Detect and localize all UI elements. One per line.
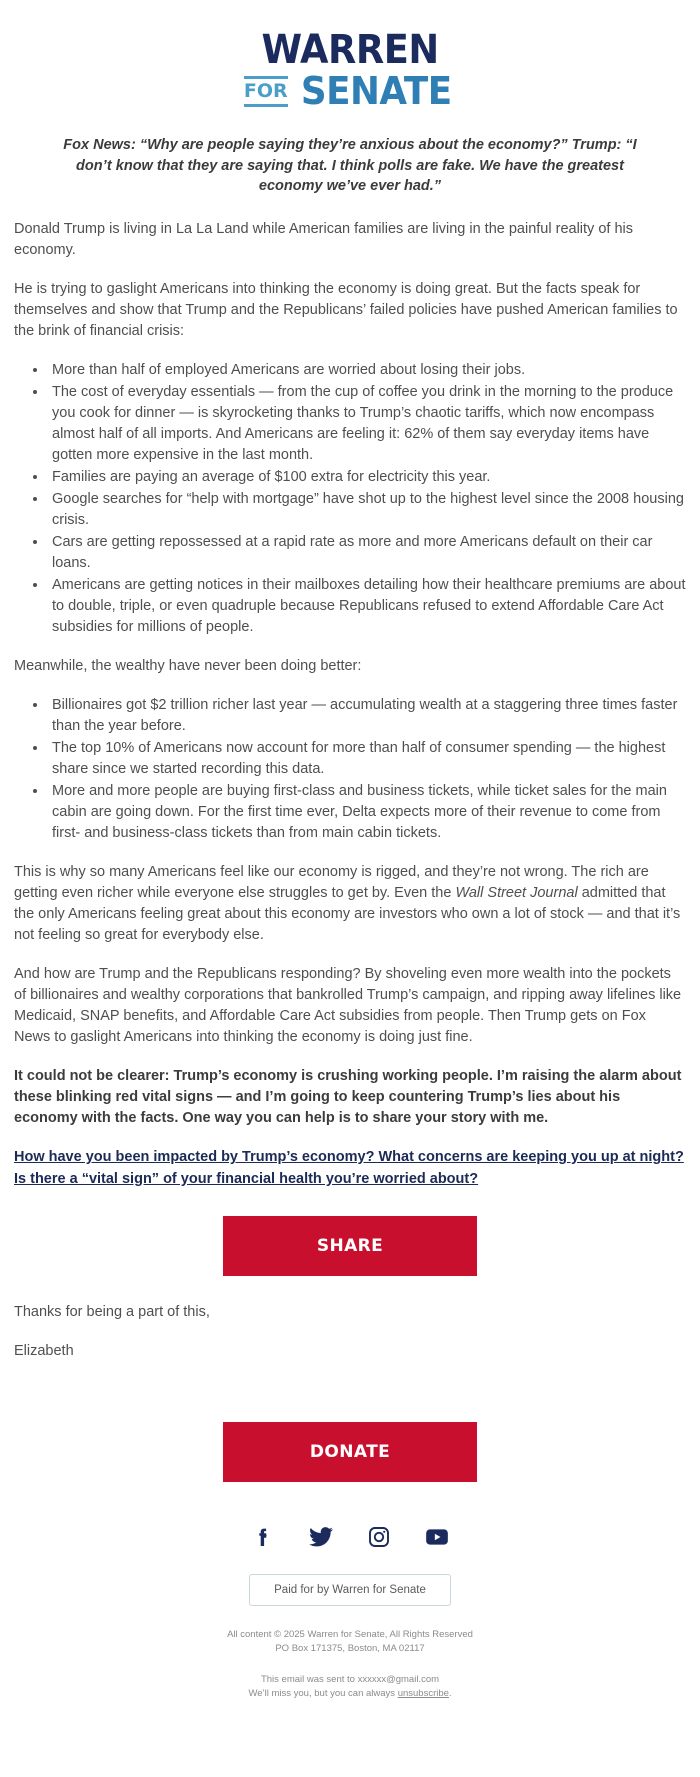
copyright-text: All content © 2025 Warren for Senate, All Rights Reserved xyxy=(227,1629,473,1641)
list-item: • More and more people are buying first-class and business tickets, while ticket sales for the main cabin are going down. For the first time ever, Delta expects more of their revenue to come from first- and business-class tickets than from main cabin tickets. xyxy=(48,781,686,844)
logo-senate-text: SENATE xyxy=(300,69,452,113)
email-header xyxy=(0,0,700,119)
donate-button[interactable]: DONATE xyxy=(223,1422,477,1482)
list-item: • Cars are getting repossessed at a rapid rate as more and more Americans default on their car loans. xyxy=(48,532,686,574)
social-links-row xyxy=(14,1522,686,1552)
share-cta-row xyxy=(14,1216,686,1276)
facebook-icon[interactable] xyxy=(248,1522,278,1552)
list-item: • The cost of everyday essentials — from the cup of coffee you drink in the morning to the produce you cook for dinner — is skyrocketing thanks to Trump’s chaotic tariffs, which now encompass almost half of all imports. And Americans are feeling it: 62% of them say everyday items have gotten more expensive in the last month. xyxy=(48,382,686,466)
list-item: • Google searches for “help with mortgage” have shot up to the highest level since the 2008 housing crisis. xyxy=(48,489,686,531)
donate-cta-row xyxy=(14,1422,686,1482)
list-item: • Billionaires got $2 trillion richer last year — accumulating wealth at a staggering three times faster than the year before. xyxy=(48,695,686,737)
list-item: • More than half of employed Americans are worried about losing their jobs. xyxy=(48,360,686,381)
email-footer xyxy=(0,1522,700,1731)
share-button[interactable]: SHARE xyxy=(223,1216,477,1276)
thanks-text: Thanks for being a part of this, xyxy=(14,1304,210,1321)
paragraph-4-part2: admitted that the only Americans feeling great about this economy are investors who own a lot of stock — and that it’s not feeling so great for everybody else. xyxy=(14,885,681,944)
email-content xyxy=(0,135,700,1482)
paragraph-1: Donald Trump is living in La La Land while American families are living in the painful reality of his economy. xyxy=(14,220,633,258)
list-item: • Americans are getting notices in their mailboxes detailing how their healthcare premiums are about to double, triple, or even quadruple because Republicans refused to extend Affordable Care Act subsidies for millions of people. xyxy=(48,575,686,638)
paragraph-4 xyxy=(14,862,686,946)
sent-to-text: This email was sent to xxxxxx@gmail.com xyxy=(260,1673,440,1685)
logo-for-wrap xyxy=(244,76,288,109)
signature-text: Elizabeth xyxy=(14,1343,74,1360)
logo-for-text: FOR xyxy=(243,79,288,102)
logo-rule-bottom xyxy=(244,104,288,107)
warren-for-senate-logo[interactable] xyxy=(243,27,456,113)
address-text: PO Box 171375, Boston, MA 02117 xyxy=(275,1643,425,1655)
logo-rule-top xyxy=(244,76,288,79)
paragraph-2: He is trying to gaslight Americans into thinking the economy is doing great. But the facts speak for themselves and show that Trump and the Republicans’ failed policies have pushed American families to the brink of financial crisis: xyxy=(14,280,678,339)
list-item: • The top 10% of Americans now account for more than half of consumer spending — the highest share since we started recording this data. xyxy=(48,738,686,780)
youtube-icon[interactable] xyxy=(422,1522,452,1552)
paragraph-6-bold: It could not be clearer: Trump’s economy is crushing working people. I’m raising the alarm about these blinking red vital signs — and I’m going to keep countering Trump’s lies about his economy with the facts. One way you can help is to share your story with me. xyxy=(14,1068,682,1127)
share-story-link[interactable]: How have you been impacted by Trump’s economy? What concerns are keeping you up at night? Is there a “vital sign” of your financial health you’re worried about? xyxy=(14,1149,684,1187)
unsubscribe-link[interactable]: unsubscribe xyxy=(397,1687,449,1699)
logo-warren-text: WARREN xyxy=(261,27,439,73)
pull-quote: Fox News: “Why are people saying they’re anxious about the economy?” Trump: “I don’t know that they are saying that. I think polls are fake. We have the greatest economy we’ve ever had.” xyxy=(63,136,637,195)
list-item: • Families are paying an average of $100 extra for electricity this year. xyxy=(48,467,686,488)
unsubscribe-line xyxy=(14,1687,686,1701)
paragraph-5: And how are Trump and the Republicans responding? By shoveling even more wealth into the pockets of billionaires and wealthy corporations that bankrolled Trump’s campaign, and ripping away lifelines like Medicaid, SNAP benefits, and Affordable Care Act subsidies from people. Then Trump gets on Fox News to gaslight Americans into thinking the economy is doing just fine. xyxy=(14,966,682,1046)
instagram-icon[interactable] xyxy=(364,1522,394,1552)
wsj-title: Wall Street Journal xyxy=(455,885,578,902)
paid-for-disclaimer: Paid for by Warren for Senate xyxy=(249,1574,451,1606)
twitter-icon[interactable] xyxy=(306,1522,336,1552)
unsubscribe-prefix: We’ll miss you, but you can always xyxy=(248,1687,398,1699)
bullet-list-crisis xyxy=(14,360,686,638)
unsubscribe-suffix: . xyxy=(448,1687,452,1699)
bullet-list-wealthy xyxy=(14,695,686,844)
logo-for-senate-row xyxy=(243,69,456,113)
paragraph-4-part1: This is why so many Americans feel like our economy is rigged, and they’re not wrong. The rich are getting even richer while everyone else struggles to get by. Even the xyxy=(14,864,649,902)
paragraph-3: Meanwhile, the wealthy have never been doing better: xyxy=(14,657,362,674)
